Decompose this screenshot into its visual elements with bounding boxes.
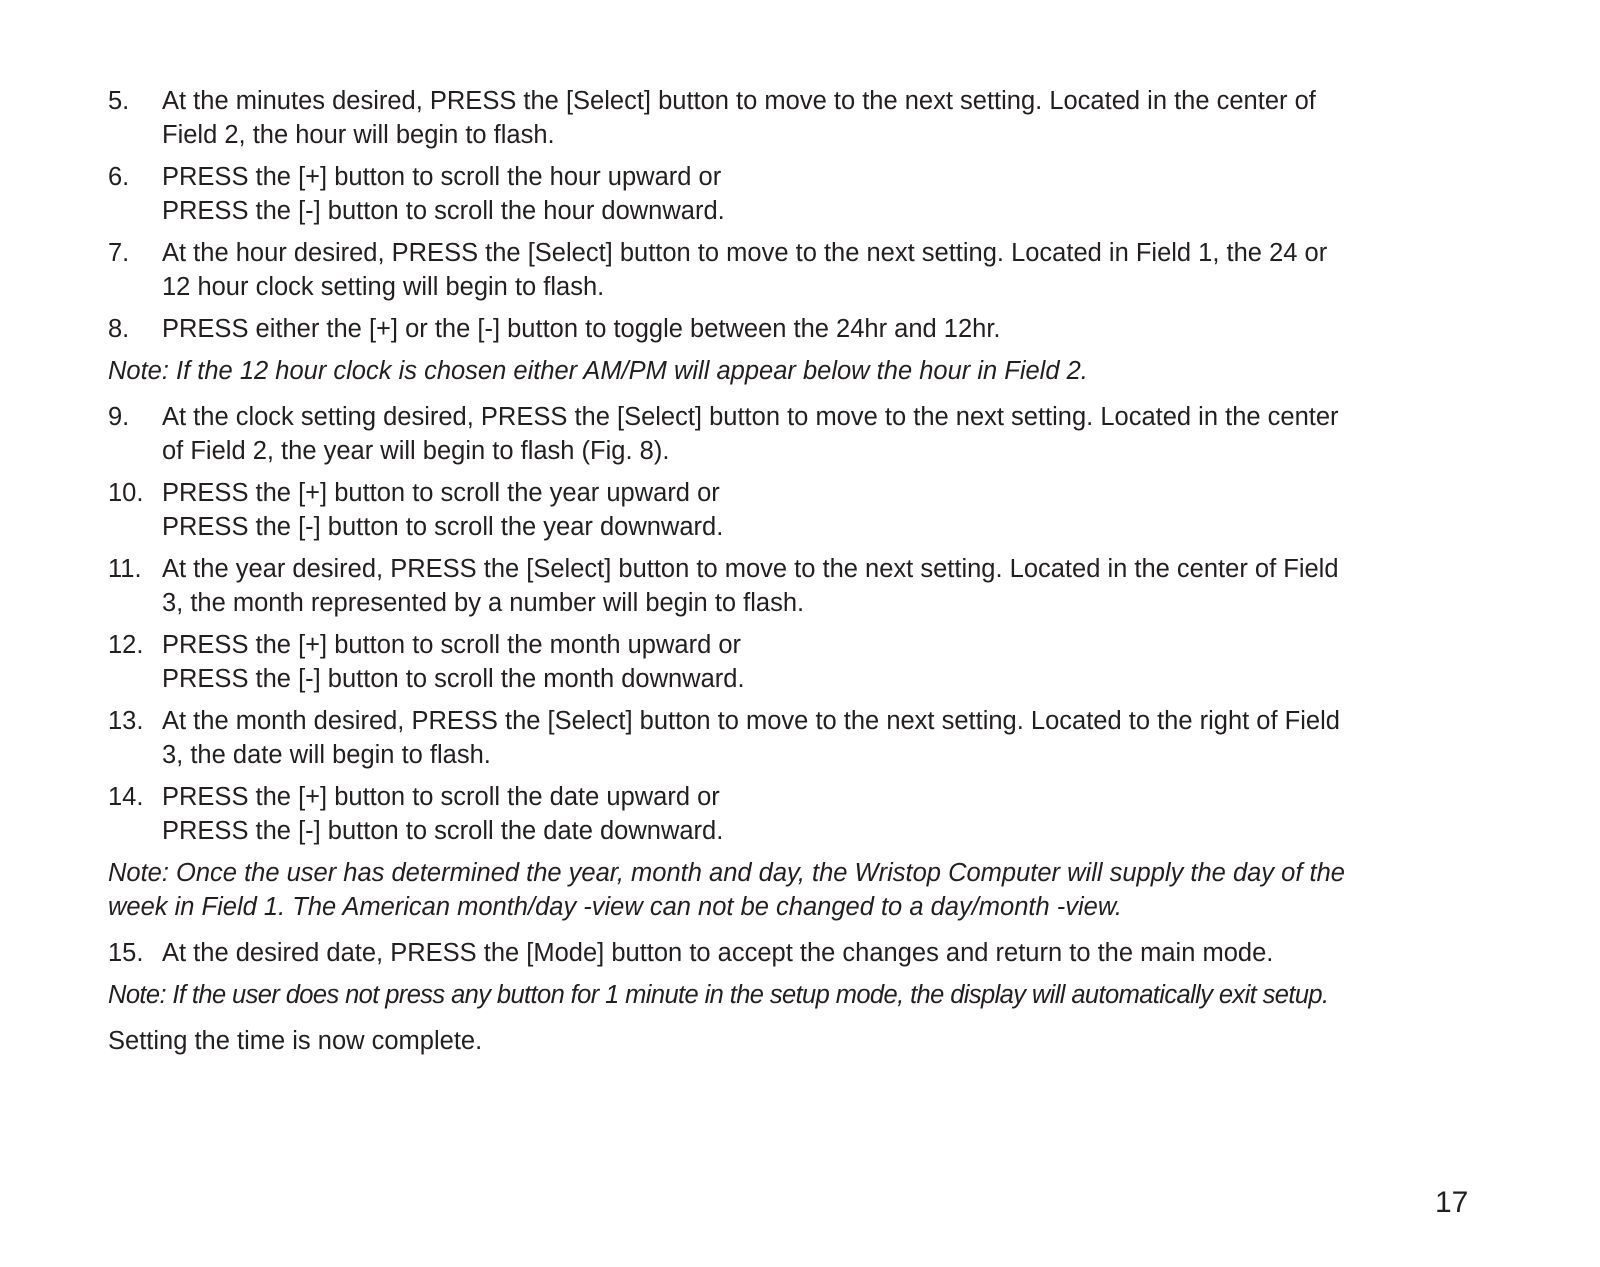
step-text bbox=[162, 160, 1498, 228]
step-number: 10. bbox=[108, 479, 144, 507]
step-text bbox=[162, 312, 1498, 346]
step-15 bbox=[108, 936, 1498, 970]
step-number: 11. bbox=[108, 555, 142, 583]
step-number: 7. bbox=[108, 239, 130, 267]
step-line: PRESS either the [+] or the [-] button to toggle between the 24hr and 12hr. bbox=[162, 315, 1001, 343]
step-6 bbox=[108, 160, 1498, 228]
note-day-of-week bbox=[108, 856, 1498, 924]
step-line: PRESS the [-] button to scroll the hour downward. bbox=[162, 197, 725, 225]
step-text bbox=[162, 628, 1498, 696]
step-line: At the hour desired, PRESS the [Select] button to move to the next setting. Located in Field 1, the 24 or bbox=[162, 239, 1328, 267]
step-number: 14. bbox=[108, 783, 144, 811]
step-line: PRESS the [+] button to scroll the hour upward or bbox=[162, 163, 722, 191]
step-text bbox=[162, 780, 1498, 848]
step-line: PRESS the [+] button to scroll the month upward or bbox=[162, 631, 742, 659]
step-line: At the minutes desired, PRESS the [Select] button to move to the next setting. Located in the center of bbox=[162, 87, 1316, 115]
step-line: PRESS the [-] button to scroll the year downward. bbox=[162, 513, 724, 541]
note-line: week in Field 1. The American month/day -view can not be changed to a day/month -view. bbox=[108, 893, 1122, 921]
step-text bbox=[162, 936, 1498, 970]
step-number: 15. bbox=[108, 939, 144, 967]
step-line: 12 hour clock setting will begin to flash. bbox=[162, 273, 605, 301]
step-number: 8. bbox=[108, 315, 130, 343]
step-number: 6. bbox=[108, 163, 130, 191]
step-line: of Field 2, the year will begin to flash (Fig. 8). bbox=[162, 437, 670, 465]
step-line: PRESS the [-] button to scroll the date downward. bbox=[162, 817, 724, 845]
step-5 bbox=[108, 84, 1498, 152]
step-line: 3, the date will begin to flash. bbox=[162, 741, 491, 769]
step-number: 13. bbox=[108, 707, 144, 735]
step-number: 9. bbox=[108, 403, 130, 431]
step-text bbox=[162, 236, 1498, 304]
step-12 bbox=[108, 628, 1498, 696]
step-10 bbox=[108, 476, 1498, 544]
step-text bbox=[162, 704, 1498, 772]
step-line: PRESS the [+] button to scroll the year upward or bbox=[162, 479, 720, 507]
step-line: 3, the month represented by a number will begin to flash. bbox=[162, 589, 805, 617]
step-text bbox=[162, 552, 1498, 620]
step-text bbox=[162, 84, 1498, 152]
step-text bbox=[162, 476, 1498, 544]
step-14 bbox=[108, 780, 1498, 848]
step-9 bbox=[108, 400, 1498, 468]
step-8 bbox=[108, 312, 1498, 346]
step-line: PRESS the [+] button to scroll the date upward or bbox=[162, 783, 720, 811]
step-line: At the year desired, PRESS the [Select] button to move to the next setting. Located in the center of Field bbox=[162, 555, 1339, 583]
step-line: PRESS the [-] button to scroll the month downward. bbox=[162, 665, 745, 693]
note-auto-exit: Note: If the user does not press any button for 1 minute in the setup mode, the display will automatically exit setup. bbox=[108, 981, 1329, 1009]
note-line: Note: Once the user has determined the year, month and day, the Wristop Computer will supply the day of the bbox=[108, 859, 1345, 887]
step-text bbox=[162, 400, 1498, 468]
step-line: At the clock setting desired, PRESS the [Select] button to move to the next setting. Located in the center bbox=[162, 403, 1339, 431]
step-13 bbox=[108, 704, 1498, 772]
step-line: Field 2, the hour will begin to flash. bbox=[162, 121, 555, 149]
step-7 bbox=[108, 236, 1498, 304]
page-number: 17 bbox=[1435, 1186, 1469, 1219]
step-11 bbox=[108, 552, 1498, 620]
closing-text: Setting the time is now complete. bbox=[108, 1027, 483, 1055]
step-number: 12. bbox=[108, 631, 144, 659]
step-line: At the month desired, PRESS the [Select] button to move to the next setting. Located to the right of Field bbox=[162, 707, 1340, 735]
step-number: 5. bbox=[108, 87, 130, 115]
manual-page bbox=[108, 84, 1498, 1058]
step-line: At the desired date, PRESS the [Mode] button to accept the changes and return to the main mode. bbox=[162, 939, 1274, 967]
note-12-hour-clock: Note: If the 12 hour clock is chosen either AM/PM will appear below the hour in Field 2. bbox=[108, 357, 1088, 385]
